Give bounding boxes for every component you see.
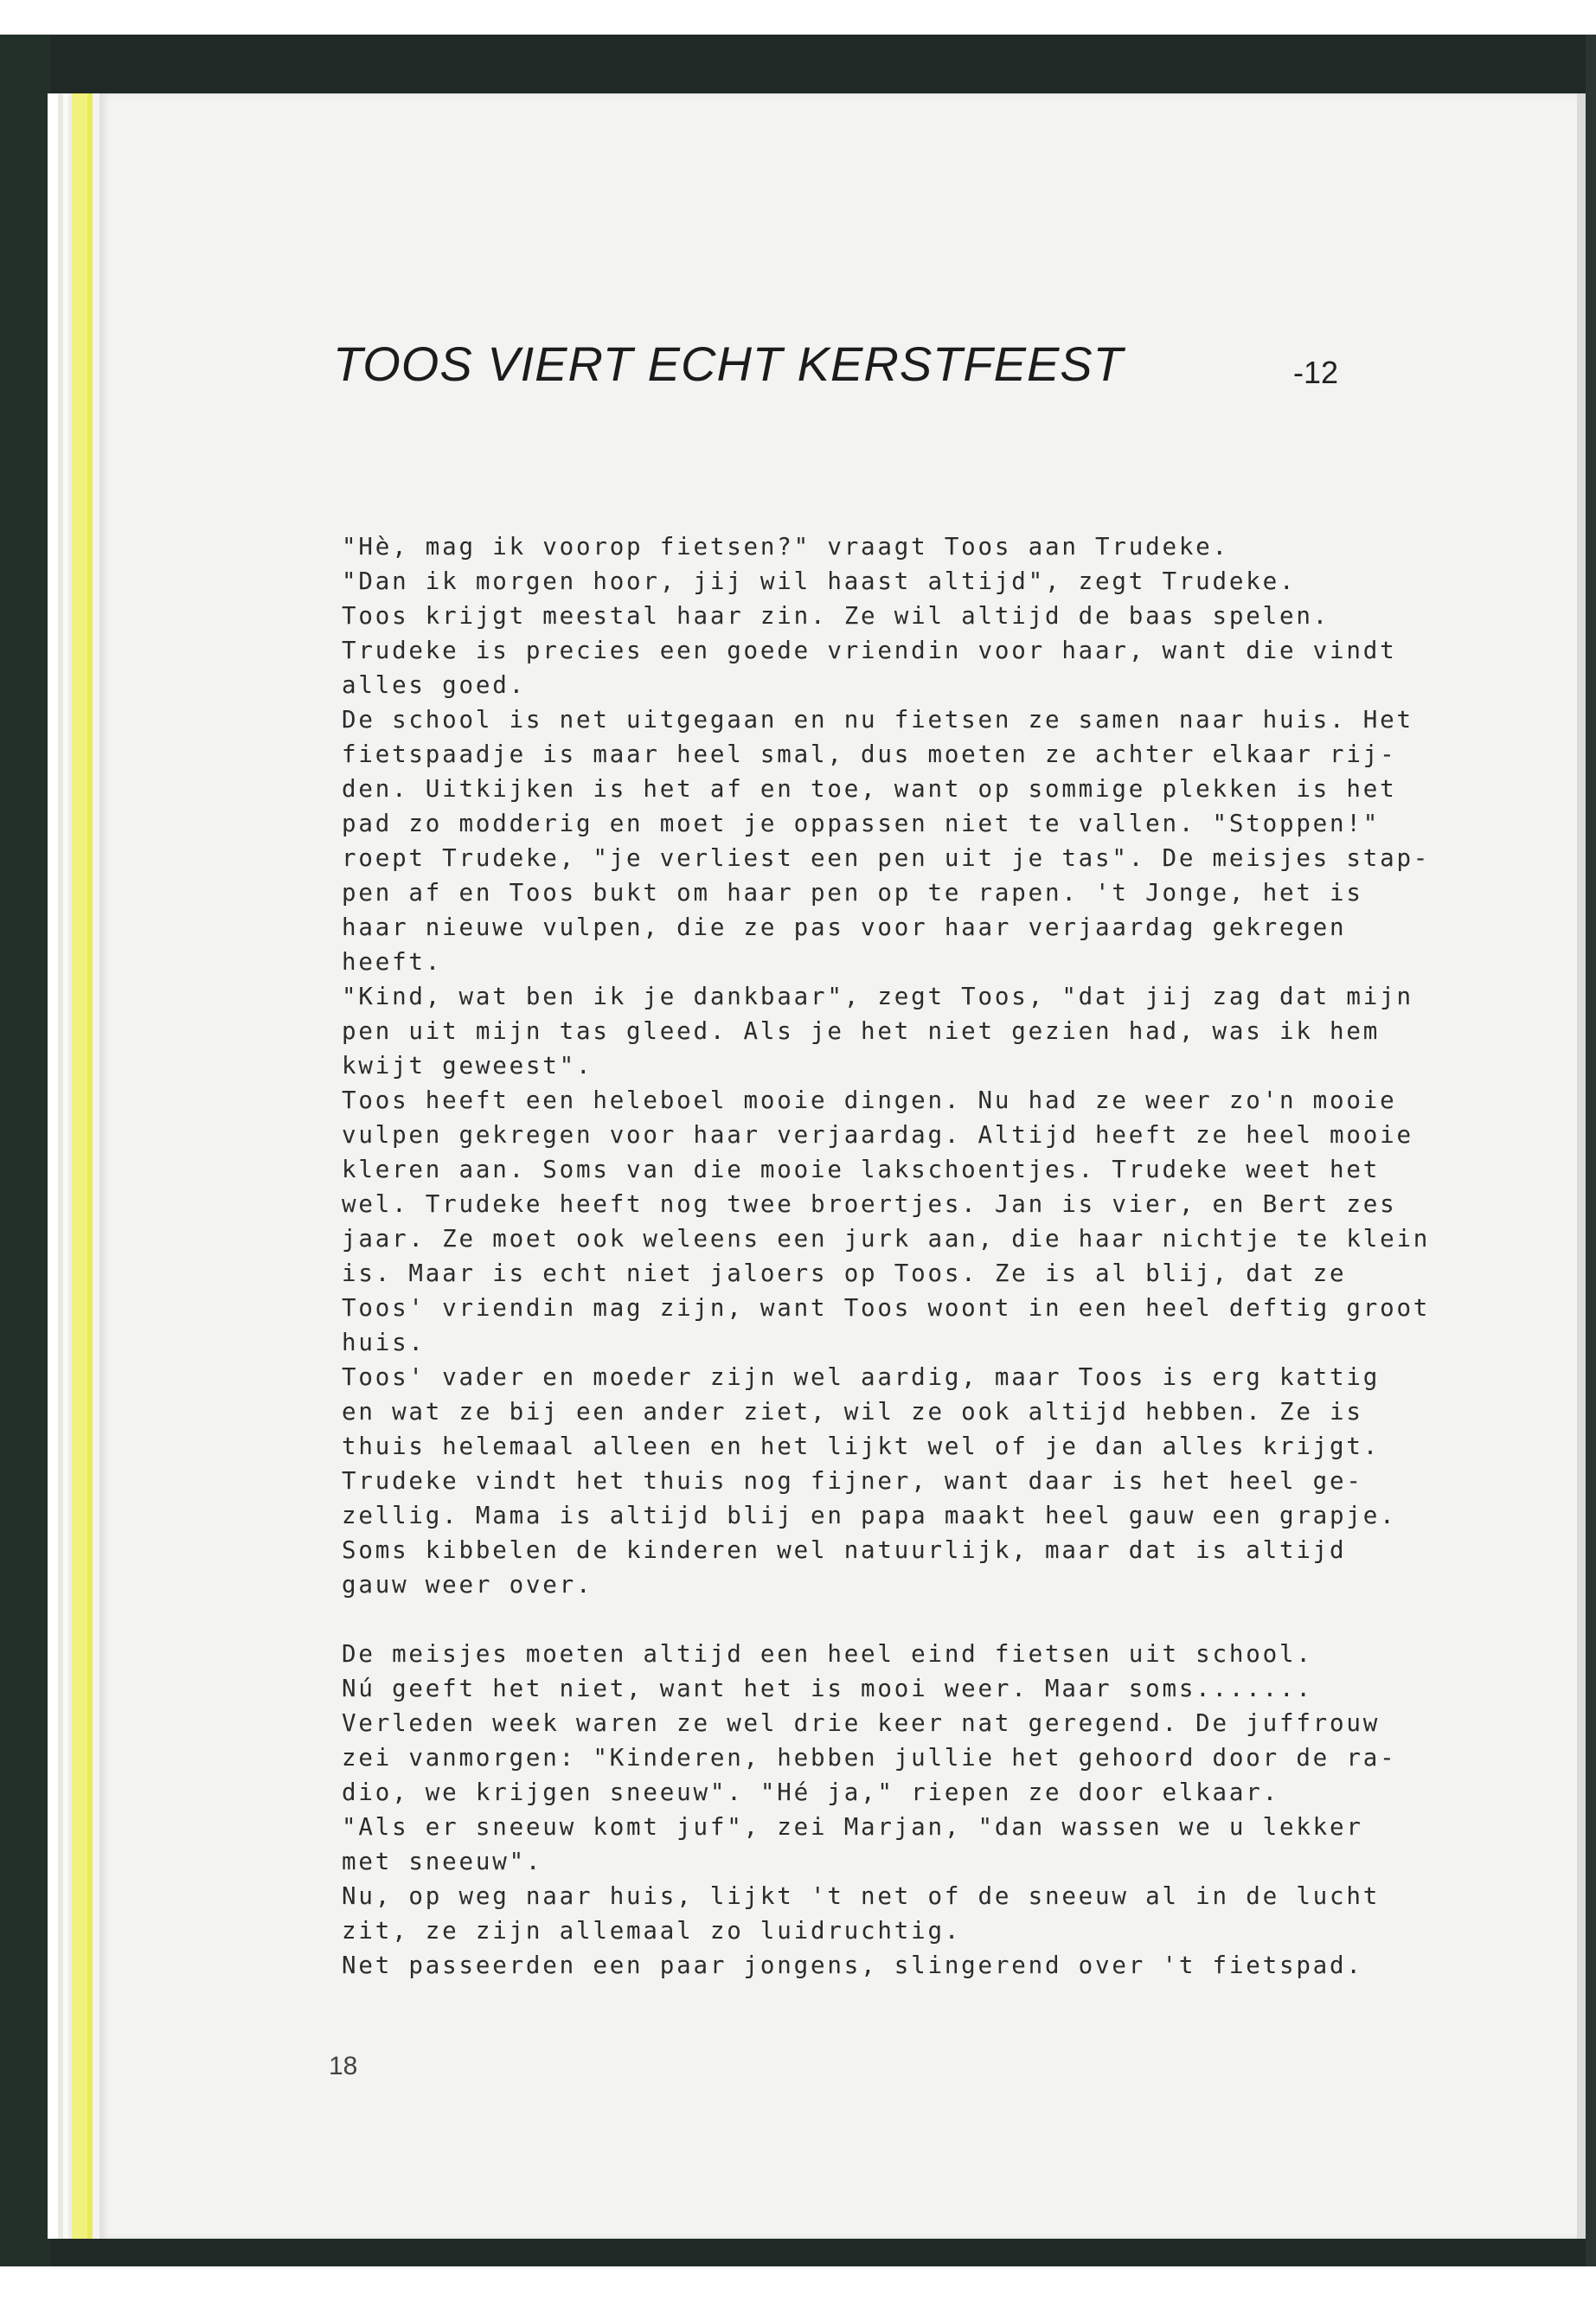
book-cover-left: [0, 35, 50, 2266]
text-line: "Kind, wat ben ik je dankbaar", zegt Toos, "dat jij zag dat mijn: [342, 983, 1413, 1010]
text-line: De school is net uitgegaan en nu fietsen ze samen naar huis. Het: [342, 706, 1413, 734]
text-line: met sneeuw".: [342, 1848, 543, 1875]
text-line: pad zo modderig en moet je oppassen niet te vallen. "Stoppen!": [342, 810, 1381, 837]
paragraph-2: [342, 1637, 1492, 1983]
text-line: Toos krijgt meestal haar zin. Ze wil altijd de baas spelen.: [342, 602, 1330, 630]
page-right-shadow: [1577, 93, 1586, 2239]
text-line: Verleden week waren ze wel drie keer nat geregend. De juffrouw: [342, 1709, 1381, 1737]
text-line: "Als er sneeuw komt juf", zei Marjan, "dan wassen we u lekker: [342, 1813, 1363, 1841]
story-body: [342, 529, 1492, 1983]
text-line: en wat ze bij een ander ziet, wil ze ook altijd hebben. Ze is: [342, 1398, 1363, 1426]
text-line: zellig. Mama is altijd blij en papa maakt heel gauw een grapje.: [342, 1502, 1397, 1529]
text-line: kleren aan. Soms van die mooie lakschoentjes. Trudeke weet het: [342, 1156, 1381, 1183]
text-line: De meisjes moeten altijd een heel eind fietsen uit school.: [342, 1640, 1313, 1668]
text-line: wel. Trudeke heeft nog twee broertjes. Jan is vier, en Bert zes: [342, 1190, 1397, 1218]
text-line: "Dan ik morgen hoor, jij wil haast altijd", zegt Trudeke.: [342, 567, 1297, 595]
text-line: dio, we krijgen sneeuw". "Hé ja," riepen ze door elkaar.: [342, 1779, 1279, 1806]
text-line: Nu, op weg naar huis, lijkt 't net of de sneeuw al in de lucht: [342, 1882, 1381, 1910]
text-line: Trudeke vindt het thuis nog fijner, want daar is het heel ge-: [342, 1467, 1363, 1495]
text-line: roept Trudeke, "je verliest een pen uit je tas". De meisjes stap-: [342, 844, 1431, 872]
text-line: Toos' vriendin mag zijn, want Toos woont in een heel deftig groot: [342, 1294, 1431, 1322]
text-line: is. Maar is echt niet jaloers op Toos. Ze is al blij, dat ze: [342, 1259, 1347, 1287]
paragraph-1: [342, 529, 1492, 1602]
title-row: [333, 336, 1458, 405]
text-line: kwijt geweest".: [342, 1052, 593, 1080]
text-line: jaar. Ze moet ook weleens een jurk aan, die haar nichtje te klein: [342, 1225, 1431, 1253]
paragraph-gap: [342, 1602, 1492, 1637]
text-line: gauw weer over.: [342, 1571, 593, 1599]
text-line: vulpen gekregen voor haar verjaardag. Altijd heeft ze heel mooie: [342, 1121, 1413, 1149]
text-line: pen af en Toos bukt om haar pen op te rapen. 't Jonge, het is: [342, 879, 1363, 907]
text-line: Toos' vader en moeder zijn wel aardig, maar Toos is erg kattig: [342, 1363, 1381, 1391]
text-line: huis.: [342, 1329, 426, 1356]
scan-border-top: [0, 35, 1596, 95]
page-number: 18: [329, 2052, 358, 2080]
handwritten-page-mark: -12: [1293, 355, 1339, 390]
text-line: den. Uitkijken is het af en toe, want op sommige plekken is het: [342, 775, 1397, 803]
text-line: heeft.: [342, 948, 443, 976]
text-line: "Hè, mag ik voorop fietsen?" vraagt Toos aan Trudeke.: [342, 533, 1229, 561]
text-line: zei vanmorgen: "Kinderen, hebben jullie het gehoord door de ra-: [342, 1744, 1397, 1772]
page-edge-stack: [48, 93, 99, 2239]
book-cover-right: [1586, 35, 1596, 2266]
text-line: pen uit mijn tas gleed. Als je het niet gezien had, was ik hem: [342, 1017, 1381, 1045]
text-line: thuis helemaal alleen en het lijkt wel of je dan alles krijgt.: [342, 1433, 1381, 1460]
text-line: zit, ze zijn allemaal zo luidruchtig.: [342, 1917, 962, 1945]
text-line: haar nieuwe vulpen, die ze pas voor haar verjaardag gekregen: [342, 913, 1347, 941]
text-line: Trudeke is precies een goede vriendin voor haar, want die vindt: [342, 637, 1397, 664]
text-line: Nú geeft het niet, want het is mooi weer. Maar soms.......: [342, 1675, 1313, 1702]
text-line: fietspaadje is maar heel smal, dus moeten ze achter elkaar rij-: [342, 740, 1397, 768]
text-line: Soms kibbelen de kinderen wel natuurlijk, maar dat is altijd: [342, 1536, 1347, 1564]
text-line: Net passeerden een paar jongens, slingerend over 't fietspad.: [342, 1952, 1363, 1979]
text-line: alles goed.: [342, 671, 526, 699]
page-title: TOOS VIERT ECHT KERSTFEEST: [333, 336, 1124, 391]
text-line: Toos heeft een heleboel mooie dingen. Nu had ze weer zo'n mooie: [342, 1086, 1397, 1114]
